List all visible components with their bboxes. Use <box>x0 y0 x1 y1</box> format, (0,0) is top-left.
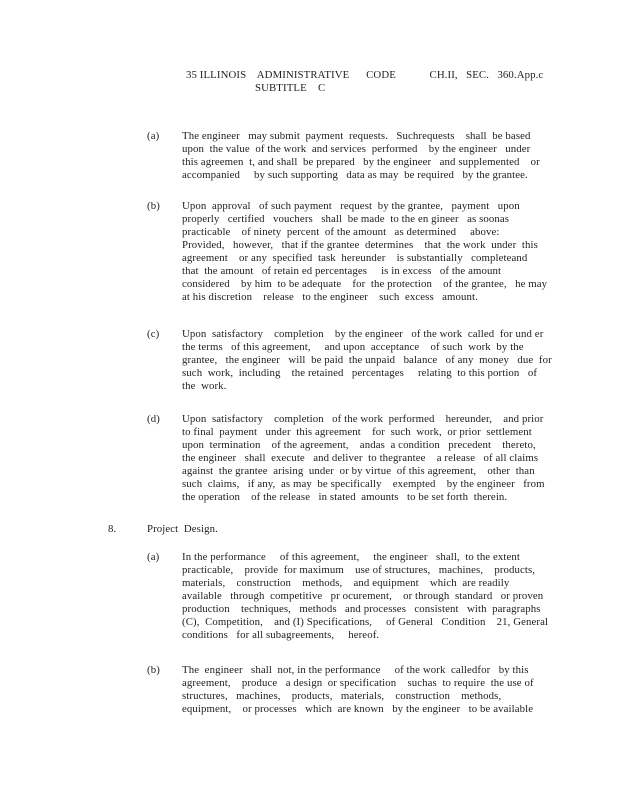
text-line: The engineer may submit payment requests. Suchrequests shall be based <box>182 130 531 142</box>
section-8-number: 8. <box>108 523 117 535</box>
text-line: properly certified vouchers shall be made to the en gineer as soonas <box>182 213 510 225</box>
text-line: (C), Competition, and (I) Specifications, of General Condition 21, General <box>182 616 549 628</box>
header-title: 35 ILLINOIS ADMINISTRATIVE CODE CH.II, SEC. 360.App.c <box>186 69 544 81</box>
section-8-heading <box>108 523 588 536</box>
document-body <box>108 69 588 716</box>
section-8-paragraph-b-label: (b) <box>147 664 160 676</box>
text-line: available through competitive pr ocurement, or through standard or proven <box>182 590 544 602</box>
text-line: production techniques, methods and processes consistent with paragraphs <box>182 603 541 615</box>
text-line: the terms of this agreement, and upon acceptance of such work by the <box>182 341 524 353</box>
text-line: such claims, if any, as may be specifically exempted by the engineer from <box>182 478 545 490</box>
paragraph-b <box>108 200 588 304</box>
text-line: upon the value of the work and services performed by the engineer under <box>182 143 531 155</box>
text-line: the work. <box>182 380 227 392</box>
section-8-paragraph-b-text <box>182 664 564 716</box>
section-8-paragraph-a-label: (a) <box>147 551 160 563</box>
text-line: accompanied by such supporting data as may be required by the grantee. <box>182 169 528 181</box>
text-line: structures, machines, products, materials, construction methods, <box>182 690 502 702</box>
paragraph-b-label: (b) <box>147 200 160 212</box>
text-line: the operation of the release in stated amounts to be set forth therein. <box>182 491 508 503</box>
text-line: considered by him to be adequate for the protection of the grantee, he may <box>182 278 548 290</box>
text-line: Upon approval of such payment request by the grantee, payment upon <box>182 200 520 212</box>
text-line: upon termination of the agreement, andas a condition precedent thereto, <box>182 439 536 451</box>
text-line: to final payment under this agreement for such work, or prior settlement <box>182 426 532 438</box>
section-8-paragraph-b <box>108 664 588 716</box>
text-line: Provided, however, that if the grantee determines that the work under this <box>182 239 538 251</box>
header-subtitle: SUBTITLE C <box>255 82 326 94</box>
paragraph-c-text <box>182 328 564 393</box>
text-line: this agreemen t, and shall be prepared by the engineer and supplemented or <box>182 156 540 168</box>
paragraph-a-text <box>182 130 564 182</box>
paragraph-d <box>108 413 588 504</box>
text-line: at his discretion release to the engineer such excess amount. <box>182 291 478 303</box>
paragraph-a-label: (a) <box>147 130 160 142</box>
text-line: materials, construction methods, and equipment which are readily <box>182 577 510 589</box>
paragraph-d-label: (d) <box>147 413 160 425</box>
text-line: against the grantee arising under or by virtue of this agreement, other than <box>182 465 535 477</box>
paragraph-b-text <box>182 200 564 304</box>
paragraph-a <box>108 130 588 182</box>
text-line: Upon satisfactory completion of the work performed hereunder, and prior <box>182 413 544 425</box>
section-8-title: Project Design. <box>147 523 218 535</box>
section-8-paragraph-a <box>108 551 588 642</box>
text-line: conditions for all subagreements, hereof. <box>182 629 380 641</box>
text-line: In the performance of this agreement, the engineer shall, to the extent <box>182 551 520 563</box>
text-line: practicable of ninety percent of the amount as determined above: <box>182 226 500 238</box>
section-8-paragraph-a-text <box>182 551 564 642</box>
text-line: the engineer shall execute and deliver to thegrantee a release of all claims <box>182 452 539 464</box>
paragraph-c-label: (c) <box>147 328 160 340</box>
text-line: such work, including the retained percentages relating to this portion of <box>182 367 538 379</box>
text-line: that the amount of retain ed percentages is in excess of the amount <box>182 265 502 277</box>
text-line: Upon satisfactory completion by the engineer of the work called for und er <box>182 328 544 340</box>
document-header <box>108 69 588 95</box>
text-line: agreement or any specified task hereunder is substantially completeand <box>182 252 528 264</box>
text-line: grantee, the engineer will be paid the unpaid balance of any money due for <box>182 354 552 366</box>
paragraph-d-text <box>182 413 564 504</box>
text-line: practicable, provide for maximum use of structures, machines, products, <box>182 564 536 576</box>
text-line: agreement, produce a design or specification suchas to require the use of <box>182 677 534 689</box>
paragraph-c <box>108 328 588 393</box>
text-line: equipment, or processes which are known by the engineer to be available <box>182 703 534 715</box>
text-line: The engineer shall not, in the performance of the work calledfor by this <box>182 664 529 676</box>
